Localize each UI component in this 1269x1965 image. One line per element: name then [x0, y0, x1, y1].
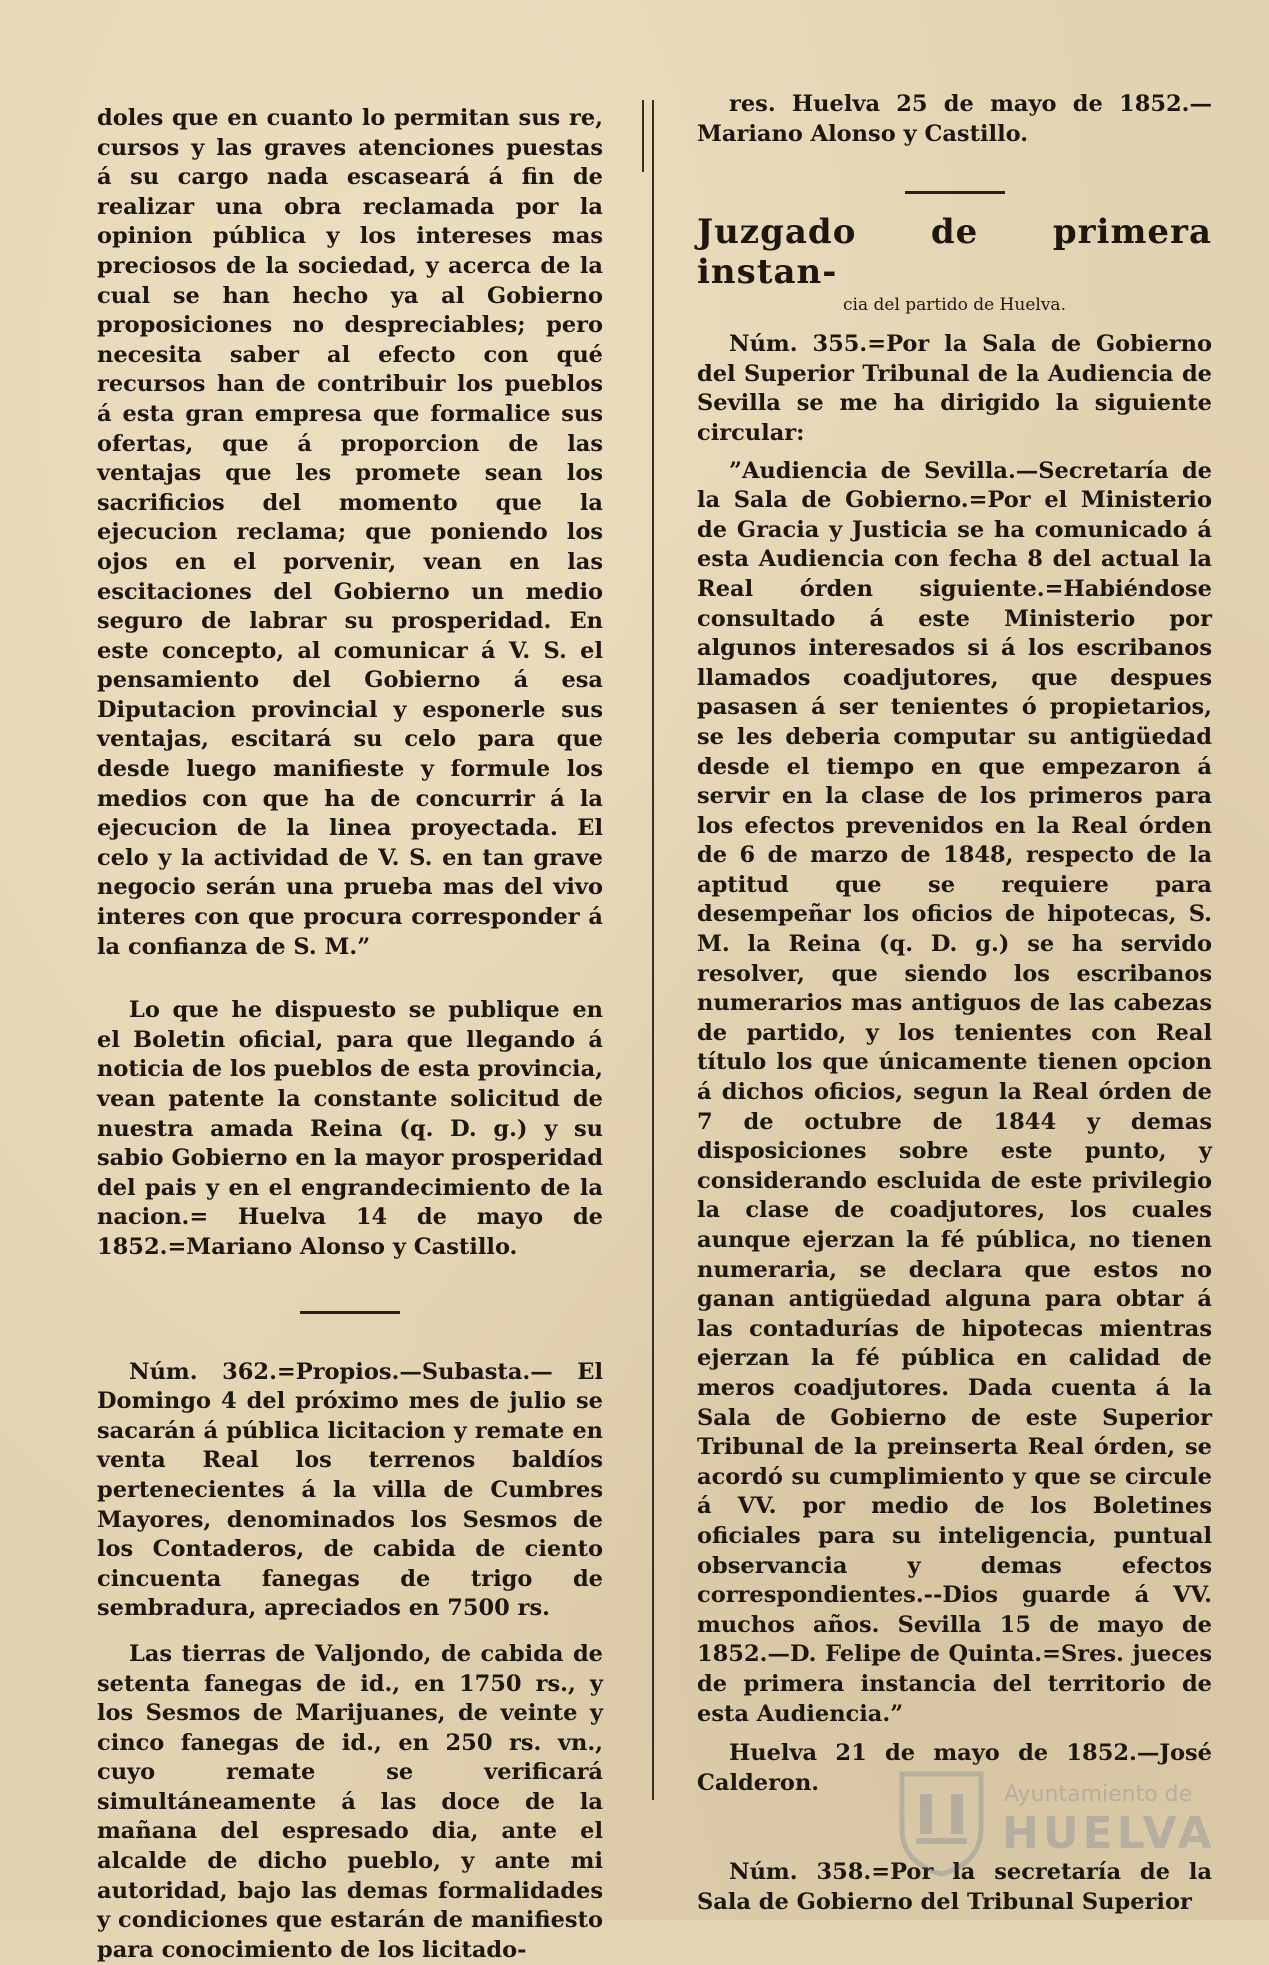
left-column — [97, 0, 603, 1965]
right-paragraph-1: res. Huelva 25 de mayo de 1852.—Mariano Alonso y Castillo. — [697, 91, 1212, 147]
watermark-line-1: Ayuntamiento de — [1004, 1782, 1193, 1807]
watermark-line-2: HUELVA — [1002, 1808, 1216, 1859]
left-paragraph-4: Las tierras de Valjondo, de cabida de setenta fanegas de id., en 1750 rs., y los Sesmos de Marijuanes, de veinte y cinco fanegas de id., en 250 rs. vn., cuyo remate se verificará simultáneamente á las doce de la mañana del espresado dia, ante el alcalde de dicho pueblo, y ante mi autoridad, bajo las demas formalidades y condiciones que estarán de manifiesto para conocimiento de los licitado- — [97, 1640, 603, 1963]
city-shield-icon — [894, 1768, 989, 1878]
right-column — [697, 0, 1212, 1917]
right-paragraph-5: Núm. 358.=Por la secretaría de la Sala de Gobierno del Tribunal Superior — [697, 1859, 1212, 1915]
section-heading: Juzgado de primera instan- — [697, 212, 1212, 293]
section-separator — [300, 1311, 400, 1314]
left-paragraph-2: Lo que he dispuesto se publique en el Boletin oficial, para que llegando á noticia de los pueblos de esta provincia, vean patente la constante solicitud de nuestra amada Reina (q. D. g.) y su sabio Gobierno en la mayor prosperidad del pais y en el engrandecimiento de la nacion.= Huelva 14 de mayo de 1852.=Mariano Alonso y Castillo. — [97, 997, 603, 1260]
archive-watermark — [894, 1768, 1216, 1878]
right-paragraph-2: Núm. 355.=Por la Sala de Gobierno del Superior Tribunal de la Audiencia de Sevilla se me ha dirigido la siguiente circular: — [697, 331, 1212, 446]
right-paragraph-3: ”Audiencia de Sevilla.—Secretaría de la Sala de Gobierno.=Por el Ministerio de Gracia y Justicia se ha comunicado á esta Audiencia con fecha 8 del actual la Real órden siguiente.=Habiéndose consultado á este Ministerio por algunos interesados si á los escribanos llamados coadjutores, que despues pasasen á ser tenientes ó propietarios, se les deberia computar su antigüedad desde el tiempo en que empezaron á servir en la clase de los primeros para los efectos prevenidos en la Real órden de 6 de marzo de 1848, respecto de la aptitud que se requiere para desempeñar los oficios de hipotecas, S. M. la Reina (q. D. g.) se ha servido resolver, que siendo los escribanos numerarios mas antiguos de las cabezas de partido, y los tenientes con Real título los que únicamente tienen opcion á dichos oficios, segun la Real órden de 7 de octubre de 1844 y demas disposiciones sobre este punto, y considerando escluida de este privilegio la clase de coadjutores, los cuales aunque ejerzan la fé pública, no tienen numeraria, se declara que estos no ganan antigüedad alguna para obtar á las contadurías de hipotecas mientras ejerzan la fé pública en calidad de meros coadjutores. Dada cuenta á la Sala de Gobierno de este Superior Tribunal de la preinserta Real órden, se acordó su cumplimiento y que se circule á VV. por medio de los Boletines oficiales para su inteligencia, puntual observancia y demas efectos correspondientes.--Dios guarde á VV. muchos años. Sevilla 15 de mayo de 1852.—D. Felipe de Quinta.=Sres. jueces de primera instancia del territorio de esta Audiencia.” — [697, 457, 1212, 1727]
right-paragraph-4: Huelva 21 de mayo de 1852.—José Calderon. — [697, 1740, 1212, 1796]
column-rule-top — [642, 100, 644, 172]
left-paragraph-1: doles que en cuanto lo permitan sus re, cursos y las graves atenciones puestas á su cargo nada escaseará á fin de realizar una obra reclamada por la opinion pública y los intereses mas preciosos de la sociedad, y acerca de la cual se han hecho ya al Gobierno proposiciones no despreciables; pero necesita saber al efecto con qué recursos han de contribuir los pueblos á esta gran empresa que formalice sus ofertas, que á proporcion de las ventajas que les promete sean los sacrificios del momento que la ejecucion reclama; que poniendo los ojos en el porvenir, vean en las escitaciones del Gobierno un medio seguro de labrar su prosperidad. En este concepto, al comunicar á V. S. el pensamiento del Gobierno á esa Diputacion provincial y esponerle sus ventajas, escitará su celo para que desde luego manifieste y formule los medios con que ha de concurrir á la ejecucion de la linea proyectada. El celo y la actividad de V. S. en tan grave negocio serán una prueba mas del vivo interes con que procura corresponder á la confianza de S. M.” — [97, 105, 603, 960]
column-rule — [652, 100, 654, 1800]
left-paragraph-3: Núm. 362.=Propios.—Subasta.— El Domingo 4 del próximo mes de julio se sacarán á pública licitacion y remate en venta Real los terrenos baldíos pertenecientes á la villa de Cumbres Mayores, denominados los Sesmos de los Contaderos, de cabida de ciento cincuenta fanegas de trigo de sembradura, apreciados en 7500 rs. — [97, 1358, 603, 1622]
section-separator — [905, 191, 1005, 194]
section-subheading: cia del partido de Huelva. — [843, 295, 1066, 316]
